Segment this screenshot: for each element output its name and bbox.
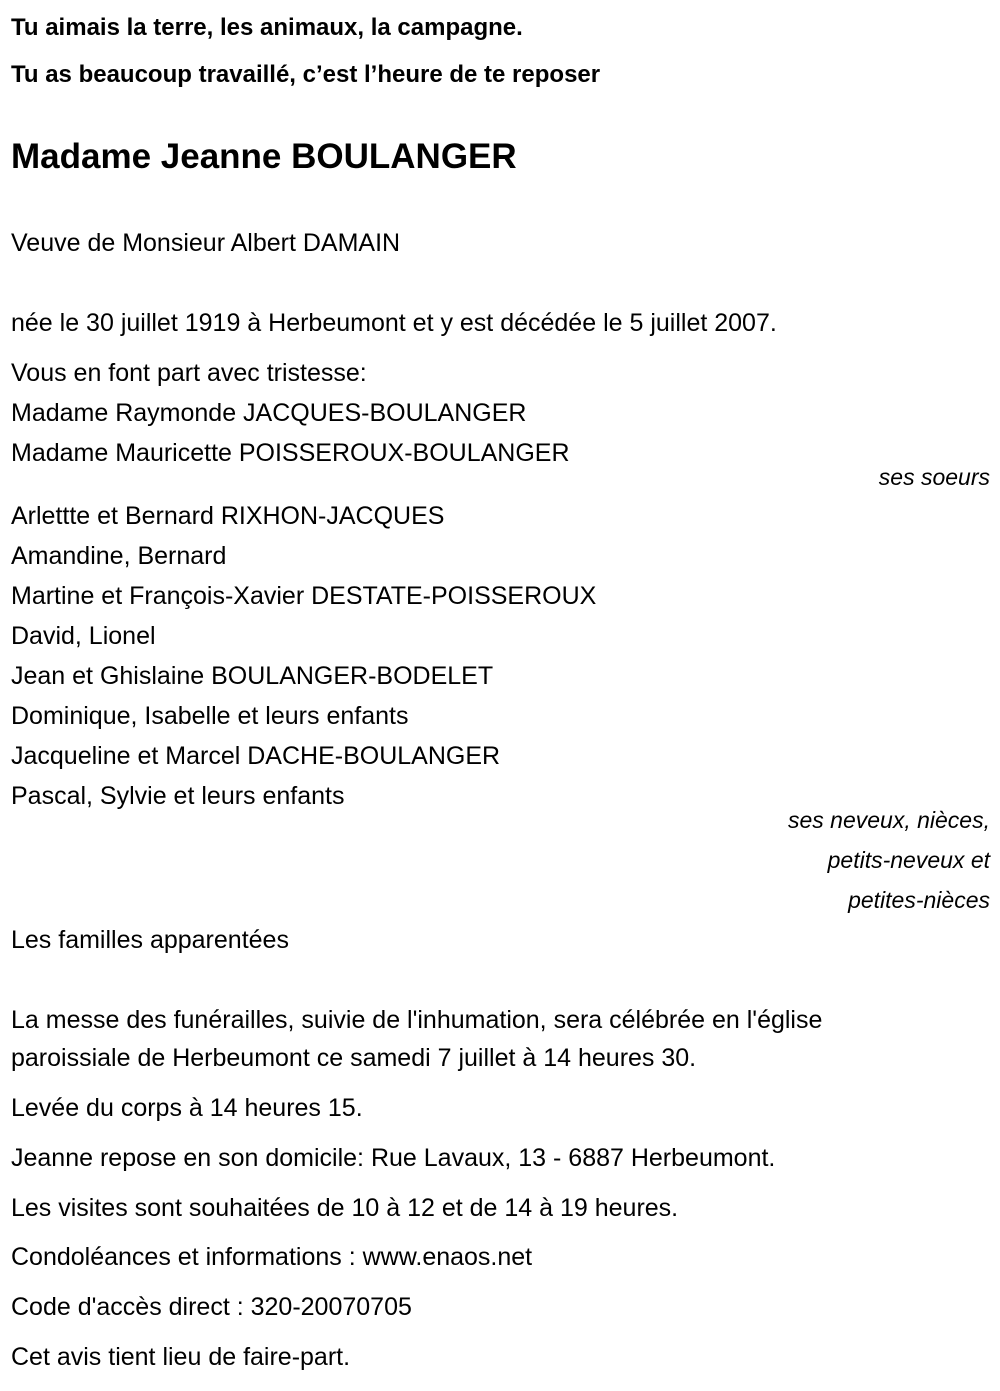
nephew-name: Pascal, Sylvie et leurs enfants (11, 782, 345, 810)
closing-note: Cet avis tient lieu de faire-part. (11, 1343, 351, 1371)
funeral-detail: paroissiale de Herbeumont ce samedi 7 juillet à 14 heures 30. (11, 1044, 697, 1072)
nephew-name: Martine et François-Xavier DESTATE-POISSEROUX (11, 582, 597, 610)
sister-name: Madame Mauricette POISSEROUX-BOULANGER (11, 439, 570, 467)
widow-of: Veuve de Monsieur Albert DAMAIN (11, 229, 401, 257)
nephew-name: Amandine, Bernard (11, 542, 227, 570)
condolences-info: Condoléances et informations : www.enaos.net (11, 1243, 533, 1271)
sisters-label: ses soeurs (878, 464, 990, 490)
nephew-name: Dominique, Isabelle et leurs enfants (11, 702, 409, 730)
related-families: Les familles apparentées (11, 926, 289, 954)
access-code: Code d'accès direct : 320-20070705 (11, 1293, 412, 1321)
nephew-name: Arlettte et Bernard RIXHON-JACQUES (11, 502, 445, 530)
nephews-label: petits-neveux et (827, 847, 990, 873)
announcement-intro: Vous en font part avec tristesse: (11, 359, 367, 387)
nephews-label: ses neveux, nièces, (787, 807, 990, 833)
nephew-name: David, Lionel (11, 622, 156, 650)
nephew-name: Jacqueline et Marcel DACHE-BOULANGER (11, 742, 501, 770)
nephews-label: petites-nièces (848, 887, 990, 913)
epigraph-line: Tu as beaucoup travaillé, c’est l’heure de te reposer (11, 61, 601, 88)
birth-death: née le 30 juillet 1919 à Herbeumont et y est décédée le 5 juillet 2007. (11, 309, 777, 337)
page-title: Madame Jeanne BOULANGER (11, 137, 517, 176)
nephew-name: Jean et Ghislaine BOULANGER-BODELET (11, 662, 494, 690)
funeral-detail: La messe des funérailles, suivie de l'inhumation, sera célébrée en l'église (11, 1006, 823, 1034)
funeral-detail: Jeanne repose en son domicile: Rue Lavaux, 13 - 6887 Herbeumont. (11, 1144, 776, 1172)
funeral-detail: Levée du corps à 14 heures 15. (11, 1094, 363, 1122)
epigraph-line: Tu aimais la terre, les animaux, la campagne. (11, 14, 523, 41)
funeral-detail: Les visites sont souhaitées de 10 à 12 et de 14 à 19 heures. (11, 1194, 679, 1222)
sister-name: Madame Raymonde JACQUES-BOULANGER (11, 399, 527, 427)
